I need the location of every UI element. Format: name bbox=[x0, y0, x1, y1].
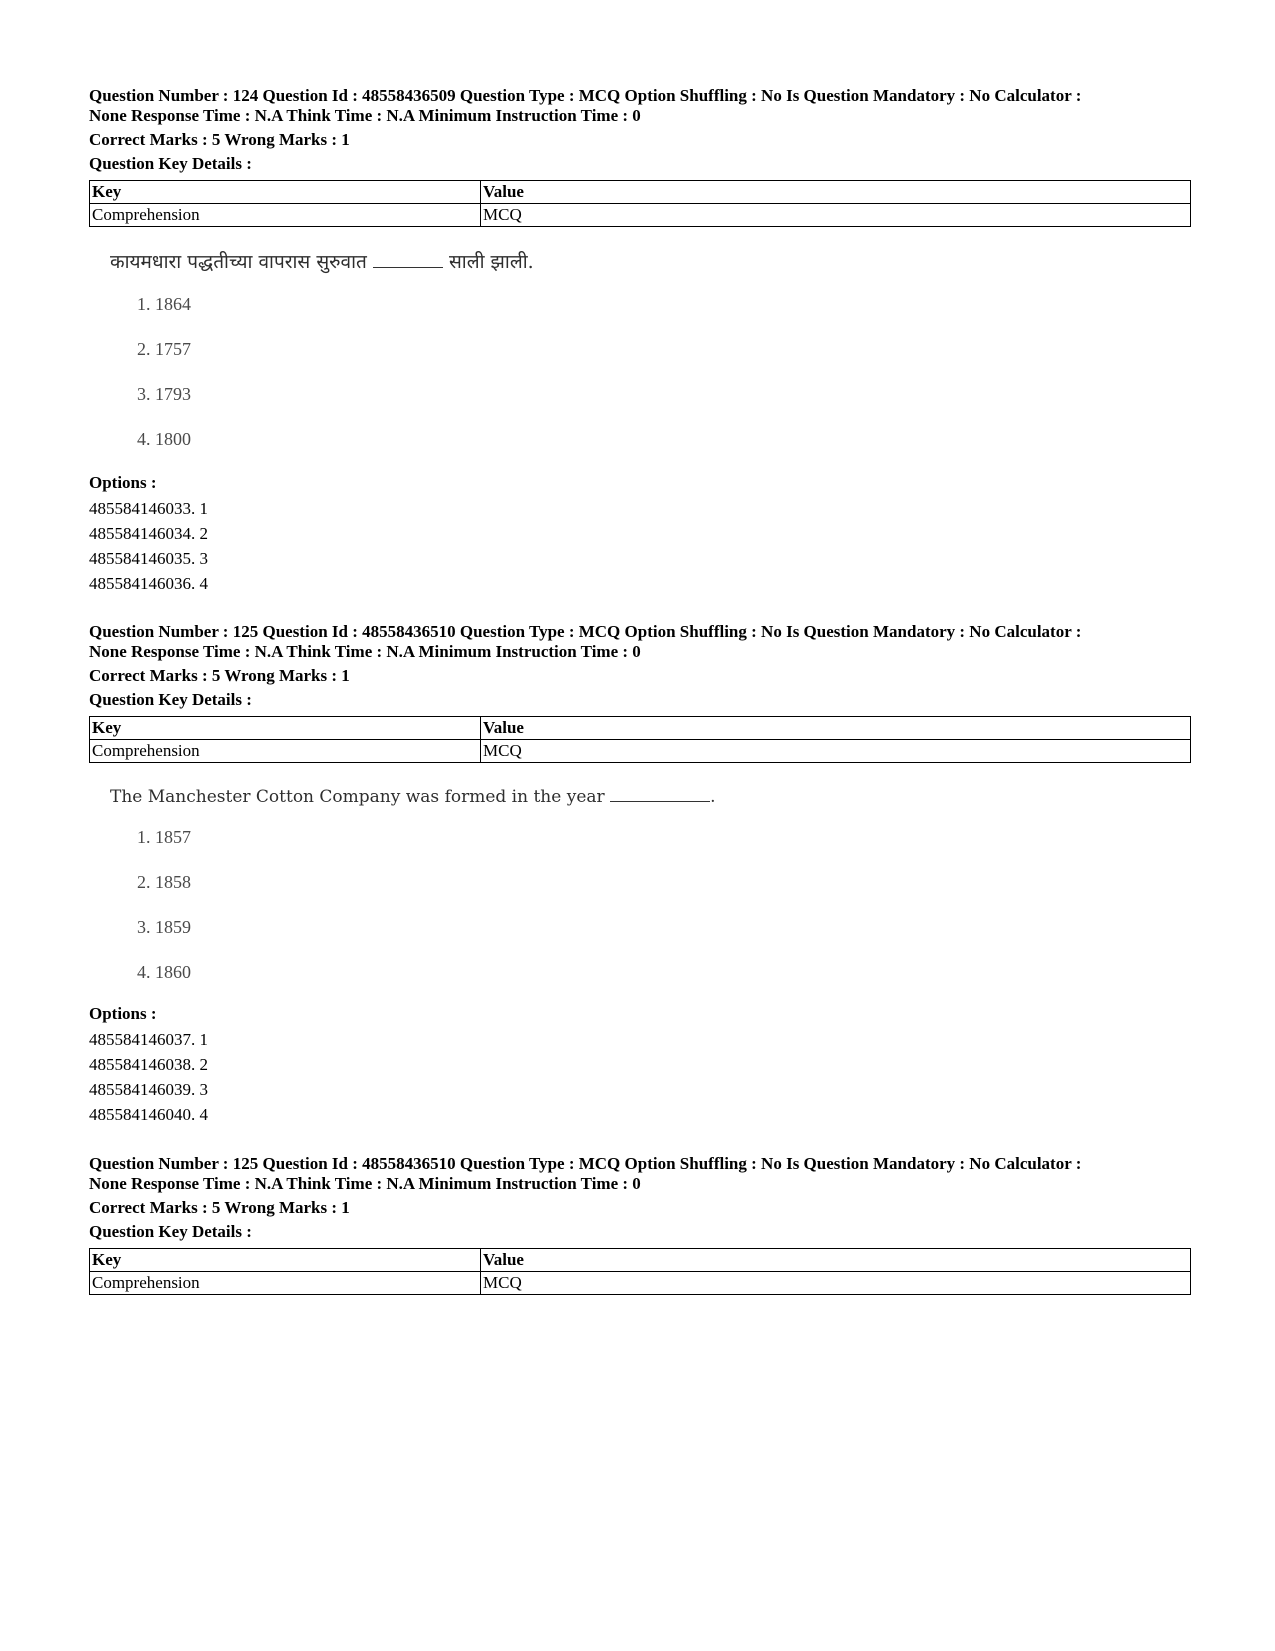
question-key-details-table bbox=[89, 716, 1191, 763]
options-label: Options : bbox=[89, 473, 157, 492]
options-label: Options : bbox=[89, 1004, 157, 1023]
table-row bbox=[90, 1272, 1191, 1295]
table-header-row bbox=[90, 181, 1191, 204]
question-text bbox=[110, 249, 534, 275]
choice-4: 4. 1800 bbox=[137, 429, 191, 449]
question-text-before: कायमधारा पद्धतीच्या वापरास सुरुवात bbox=[110, 251, 367, 273]
option-row: 485584146039. 3 bbox=[89, 1080, 208, 1099]
question-text bbox=[110, 784, 715, 810]
table-header-key: Key bbox=[90, 181, 481, 204]
answer-blank bbox=[610, 785, 710, 802]
question-header-line2: None Response Time : N.A Think Time : N.A Minimum Instruction Time : 0 bbox=[89, 1174, 641, 1193]
table-header-row bbox=[90, 717, 1191, 740]
table-header-value: Value bbox=[481, 717, 1191, 740]
question-124-header-block bbox=[89, 86, 1191, 227]
option-row: 485584146035. 3 bbox=[89, 549, 208, 568]
question-header-line2: None Response Time : N.A Think Time : N.A Minimum Instruction Time : 0 bbox=[89, 106, 641, 125]
option-row: 485584146033. 1 bbox=[89, 499, 208, 518]
question-124-options bbox=[89, 473, 1191, 596]
question-header-line1: Question Number : 124 Question Id : 48558436509 Question Type : MCQ Option Shuffling : No Is Question Mandatory : No Calculator : bbox=[89, 86, 1082, 105]
marks-line: Correct Marks : 5 Wrong Marks : 1 bbox=[89, 1198, 350, 1217]
table-header-value: Value bbox=[481, 181, 1191, 204]
option-row: 485584146037. 1 bbox=[89, 1030, 208, 1049]
table-row bbox=[90, 204, 1191, 227]
question-text-after: साली झाली. bbox=[448, 251, 534, 273]
table-header-row bbox=[90, 1249, 1191, 1272]
question-header-line1: Question Number : 125 Question Id : 48558436510 Question Type : MCQ Option Shuffling : No Is Question Mandatory : No Calculator : bbox=[89, 1154, 1082, 1173]
table-cell-value: MCQ bbox=[481, 1272, 1191, 1295]
question-key-details-label: Question Key Details : bbox=[89, 1222, 252, 1241]
table-cell-key: Comprehension bbox=[90, 740, 481, 763]
question-key-details-table bbox=[89, 180, 1191, 227]
option-row: 485584146038. 2 bbox=[89, 1055, 208, 1074]
choice-2: 2. 1858 bbox=[137, 872, 191, 892]
marks-line: Correct Marks : 5 Wrong Marks : 1 bbox=[89, 666, 350, 685]
question-header-line2: None Response Time : N.A Think Time : N.A Minimum Instruction Time : 0 bbox=[89, 642, 641, 661]
question-125b-header-block bbox=[89, 1154, 1191, 1295]
choice-3: 3. 1793 bbox=[137, 384, 191, 404]
table-header-key: Key bbox=[90, 1249, 481, 1272]
table-header-key: Key bbox=[90, 717, 481, 740]
table-header-value: Value bbox=[481, 1249, 1191, 1272]
marks-line: Correct Marks : 5 Wrong Marks : 1 bbox=[89, 130, 350, 149]
question-header-line1: Question Number : 125 Question Id : 48558436510 Question Type : MCQ Option Shuffling : No Is Question Mandatory : No Calculator : bbox=[89, 622, 1082, 641]
question-text-after: . bbox=[710, 787, 716, 807]
question-124-image bbox=[110, 249, 534, 449]
question-text-before: The Manchester Cotton Company was formed in the year bbox=[110, 787, 605, 807]
question-125-options bbox=[89, 1004, 1191, 1127]
option-row: 485584146036. 4 bbox=[89, 574, 208, 593]
choice-1: 1. 1864 bbox=[137, 294, 191, 314]
choice-4: 4. 1860 bbox=[137, 962, 191, 982]
table-row bbox=[90, 740, 1191, 763]
question-key-details-table bbox=[89, 1248, 1191, 1295]
question-key-details-label: Question Key Details : bbox=[89, 154, 252, 173]
option-row: 485584146040. 4 bbox=[89, 1105, 208, 1124]
option-row: 485584146034. 2 bbox=[89, 524, 208, 543]
table-cell-value: MCQ bbox=[481, 740, 1191, 763]
answer-blank bbox=[373, 251, 443, 268]
table-cell-key: Comprehension bbox=[90, 204, 481, 227]
question-125-header-block bbox=[89, 622, 1191, 763]
choice-1: 1. 1857 bbox=[137, 827, 191, 847]
question-125-image bbox=[110, 784, 716, 982]
question-key-details-label: Question Key Details : bbox=[89, 690, 252, 709]
choice-3: 3. 1859 bbox=[137, 917, 191, 937]
choice-2: 2. 1757 bbox=[137, 339, 191, 359]
table-cell-key: Comprehension bbox=[90, 1272, 481, 1295]
table-cell-value: MCQ bbox=[481, 204, 1191, 227]
